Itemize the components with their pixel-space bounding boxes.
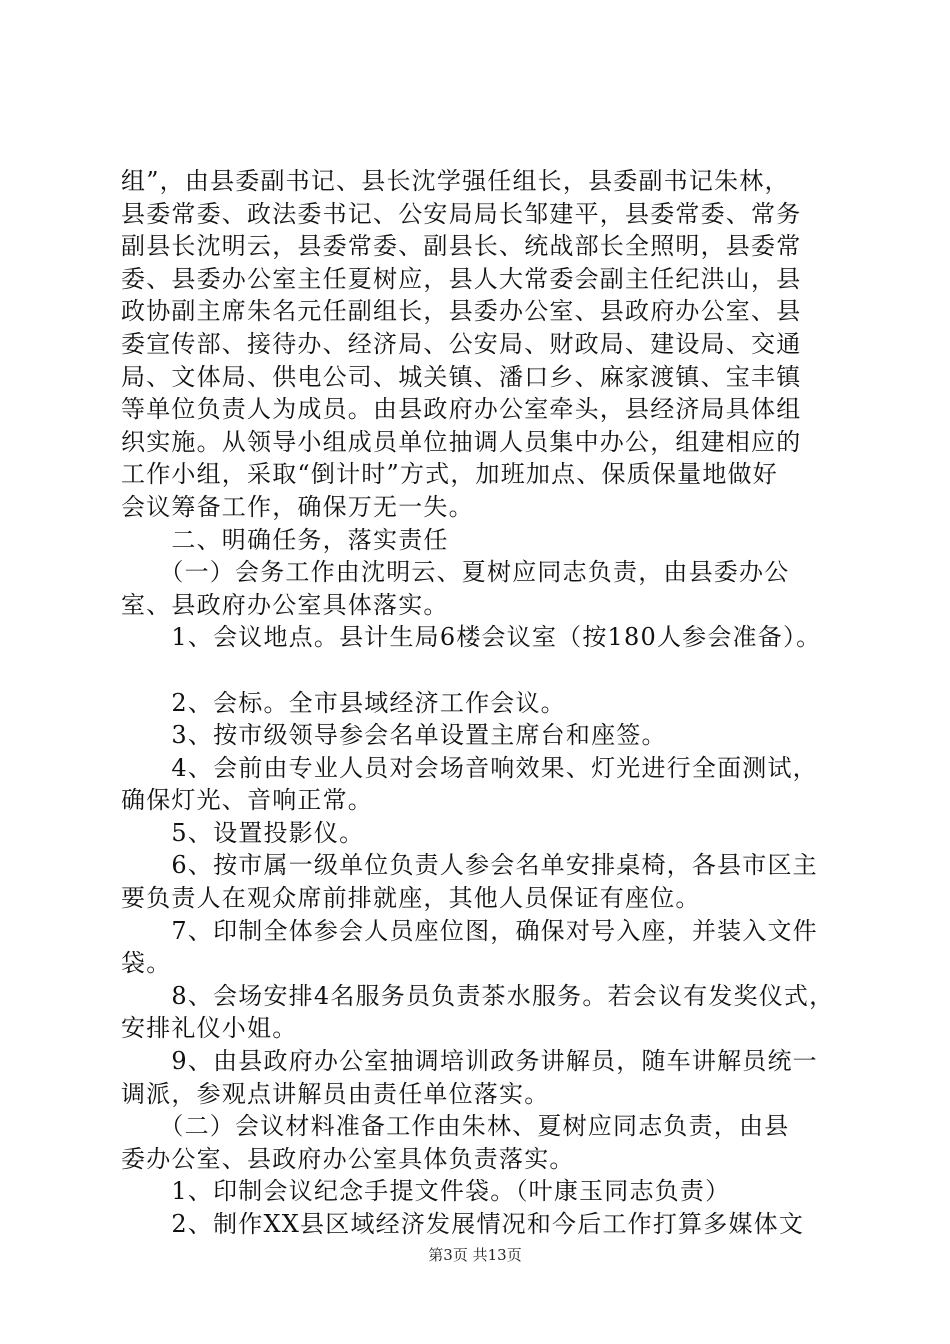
text-line: 委、县委办公室主任夏树应，县人大常委会副主任纪洪山，县 [121, 264, 802, 293]
text-line: 等单位负责人为成员。由县政府办公室牵头，县经济局具体组 [121, 395, 802, 424]
list-item: 7、印制全体参会人员座位图，确保对号入座，并装入文件 [121, 916, 818, 945]
list-item: 4、会前由专业人员对会场音响效果、灯光进行全面测试， [121, 753, 818, 782]
blank-line [121, 654, 841, 687]
text-line: 织实施。从领导小组成员单位抽调人员集中办公，组建相应的 [121, 427, 802, 456]
list-item: 1、印制会议纪念手提文件袋。（叶康玉同志负责） [121, 1177, 731, 1206]
text-line: 委宣传部、接待办、经济局、公安局、财政局、建设局、交通 [121, 329, 802, 358]
list-item: 1、会议地点。县计生局6楼会议室（按180人参会准备）。 [121, 623, 822, 652]
text-line: 委办公室、县政府办公室具体负责落实。 [121, 1144, 575, 1173]
subsection-heading: （二）会议材料准备工作由朱林、夏树应同志负责，由县 [121, 1112, 790, 1141]
page-footer: 第3页 共13页 [428, 1246, 522, 1264]
text-line: 政协副主席朱名元任副组长，县委办公室、县政府办公室、县 [121, 297, 802, 326]
list-item: 5、设置投影仪。 [121, 818, 365, 847]
list-item: 3、按市级领导参会名单设置主席台和座签。 [121, 721, 667, 750]
text-line: 局、文体局、供电公司、城关镇、潘口乡、麻家渡镇、宝丰镇 [121, 362, 802, 391]
text-line: 要负责人在观众席前排就座，其他人员保证有座位。 [121, 884, 701, 913]
text-line: 确保灯光、音响正常。 [121, 786, 373, 815]
text-line: 会议筹备工作，确保万无一失。 [121, 492, 474, 521]
list-item: 2、制作XX县区域经济发展情况和今后工作打算多媒体文 [121, 1210, 805, 1238]
document-body [121, 165, 841, 1241]
text-line: 组”，由县委副书记、县长沈学强任组长，县委副书记朱林， [121, 167, 790, 195]
list-item: 9、由县政府办公室抽调培训政务讲解员，随车讲解员统一 [121, 1047, 818, 1076]
list-item: 8、会场安排4名服务员负责茶水服务。若会议有发奖仪式， [121, 981, 835, 1010]
subsection-heading: （一）会务工作由沈明云、夏树应同志负责，由县委办公 [121, 558, 790, 587]
text-line: 县委常委、政法委书记、公安局局长邹建平，县委常委、常务 [121, 199, 802, 228]
text-line: 副县长沈明云，县委常委、副县长、统战部长全照明，县委常 [121, 232, 802, 261]
text-line: 工作小组，采取“倒计时”方式，加班加点、保质保量地做好 [121, 460, 778, 489]
text-line: 调派，参观点讲解员由责任单位落实。 [121, 1079, 550, 1108]
section-heading: 二、明确任务，落实责任 [121, 525, 449, 554]
text-line: 安排礼仪小姐。 [121, 1014, 298, 1043]
text-line: 室、县政府办公室具体落实。 [121, 590, 449, 619]
list-item: 2、会标。全市县域经济工作会议。 [121, 688, 566, 717]
list-item: 6、按市属一级单位负责人参会名单安排桌椅，各县市区主 [121, 851, 818, 880]
text-line: 袋。 [121, 949, 172, 978]
